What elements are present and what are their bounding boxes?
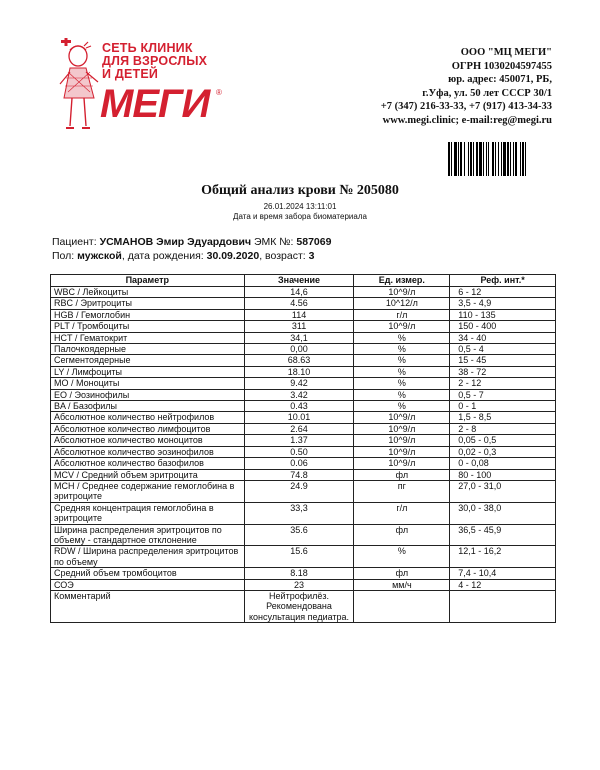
patient-line xyxy=(52,236,331,248)
cell-value: 2.64 xyxy=(244,423,354,434)
patient-demographics xyxy=(52,250,314,262)
cell-unit: % xyxy=(354,344,450,355)
cell-unit: 10^9/л xyxy=(354,446,450,457)
age-label: , возраст: xyxy=(259,250,306,262)
patient-age: 3 xyxy=(308,250,315,262)
table-row xyxy=(51,446,556,457)
emk-number: 587069 xyxy=(296,236,332,248)
header-unit: Ед. измер. xyxy=(354,275,450,287)
table-row xyxy=(51,590,556,622)
cell-value: 1.37 xyxy=(244,435,354,446)
cell-reference: 34 - 40 xyxy=(450,332,556,343)
table-row xyxy=(51,355,556,366)
cell-reference: 6 - 12 xyxy=(450,287,556,298)
cell-value: 0,00 xyxy=(244,344,354,355)
cell-unit: фл xyxy=(354,568,450,579)
cell-value: 4.56 xyxy=(244,298,354,309)
cell-reference: 0 - 0,08 xyxy=(450,458,556,469)
header-value: Значение xyxy=(244,275,354,287)
cell-parameter: Средняя концентрация гемоглобина в эритроците xyxy=(51,502,245,524)
cell-unit: 10^9/л xyxy=(354,458,450,469)
patient-name: УСМАНОВ Эмир Эдуардович xyxy=(99,236,252,248)
barcode-icon xyxy=(448,142,552,176)
cell-unit: % xyxy=(354,355,450,366)
cell-parameter: СОЭ xyxy=(51,579,245,590)
org-address-1: юр. адрес: 450071, РБ, xyxy=(448,74,552,86)
table-row xyxy=(51,378,556,389)
cell-parameter: MCV / Средний объем эритроцита xyxy=(51,469,245,480)
table-row xyxy=(51,458,556,469)
header-reference: Реф. инт.* xyxy=(450,275,556,287)
table-row xyxy=(51,579,556,590)
cell-unit: % xyxy=(354,378,450,389)
cell-parameter: PLT / Тромбоциты xyxy=(51,321,245,332)
cell-reference: 4 - 12 xyxy=(450,579,556,590)
org-address-2: г.Уфа, ул. 50 лет СССР 30/1 xyxy=(422,87,552,99)
cell-unit: % xyxy=(354,366,450,377)
cell-reference: 30,0 - 38,0 xyxy=(450,502,556,524)
cell-reference: 36,5 - 45,9 xyxy=(450,524,556,546)
patient-dob: 30.09.2020 xyxy=(206,250,260,262)
logo-tagline: СЕТЬ КЛИНИК ДЛЯ ВЗРОСЛЫХ И ДЕТЕЙ xyxy=(102,41,208,81)
cell-parameter: RDW / Ширина распределения эритроцитов по объему xyxy=(51,546,245,568)
cell-unit: 10^12/л xyxy=(354,298,450,309)
girl-mascot-icon xyxy=(56,38,104,134)
cell-reference: 0,5 - 7 xyxy=(450,389,556,400)
cell-parameter: Абсолютное количество моноцитов xyxy=(51,435,245,446)
cell-value: 34,1 xyxy=(244,332,354,343)
cell-reference: 1,5 - 8,5 xyxy=(450,412,556,423)
cell-unit: 10^9/л xyxy=(354,287,450,298)
cell-value: 0.06 xyxy=(244,458,354,469)
table-row xyxy=(51,309,556,320)
cell-unit: пг xyxy=(354,480,450,502)
cell-parameter: MCH / Среднее содержание гемоглобина в эритроците xyxy=(51,480,245,502)
table-row xyxy=(51,546,556,568)
table-row xyxy=(51,344,556,355)
table-row xyxy=(51,469,556,480)
table-row xyxy=(51,298,556,309)
cell-unit: 10^9/л xyxy=(354,435,450,446)
patient-label: Пациент: xyxy=(52,236,97,248)
document-title: Общий анализ крови № 205080 xyxy=(201,183,399,198)
cell-value: 68.63 xyxy=(244,355,354,366)
cell-value: 35.6 xyxy=(244,524,354,546)
sex-label: Пол: xyxy=(52,250,75,262)
cell-unit: мм/ч xyxy=(354,579,450,590)
table-row xyxy=(51,332,556,343)
cell-unit: 10^9/л xyxy=(354,321,450,332)
cell-reference: 150 - 400 xyxy=(450,321,556,332)
cell-reference: 7,4 - 10,4 xyxy=(450,568,556,579)
cell-value: 10.01 xyxy=(244,412,354,423)
cell-parameter: Абсолютное количество лимфоцитов xyxy=(51,423,245,434)
cell-parameter: Комментарий xyxy=(51,590,245,622)
table-row xyxy=(51,401,556,412)
cell-reference: 38 - 72 xyxy=(450,366,556,377)
org-phones: +7 (347) 216-33-33, +7 (917) 413-34-33 xyxy=(380,101,552,113)
clinic-logo xyxy=(56,36,226,136)
cell-value: 0.43 xyxy=(244,401,354,412)
org-ogrn: ОГРН 1030204597455 xyxy=(451,60,552,72)
cell-unit: 10^9/л xyxy=(354,412,450,423)
cell-value: 33,3 xyxy=(244,502,354,524)
organization-details xyxy=(322,46,552,128)
table-row xyxy=(51,366,556,377)
cell-parameter: HGB / Гемоглобин xyxy=(51,309,245,320)
cell-parameter: Абсолютное количество базофилов xyxy=(51,458,245,469)
cell-parameter: HCT / Гематокрит xyxy=(51,332,245,343)
cell-reference: 110 - 135 xyxy=(450,309,556,320)
cell-parameter: WBC / Лейкоциты xyxy=(51,287,245,298)
org-name: ООО "МЦ МЕГИ" xyxy=(460,47,552,58)
table-row xyxy=(51,480,556,502)
cell-unit: % xyxy=(354,401,450,412)
table-row xyxy=(51,389,556,400)
table-row xyxy=(51,502,556,524)
sample-datetime-caption: Дата и время забора биоматериала xyxy=(233,212,367,221)
cell-reference: 3,5 - 4,9 xyxy=(450,298,556,309)
results-table xyxy=(50,274,556,623)
cell-reference: 2 - 8 xyxy=(450,423,556,434)
cell-value: 14,6 xyxy=(244,287,354,298)
cell-parameter: LY / Лимфоциты xyxy=(51,366,245,377)
org-web: www.megi.clinic; e-mail:reg@megi.ru xyxy=(382,114,552,126)
cell-parameter: MO / Моноциты xyxy=(51,378,245,389)
cell-unit: % xyxy=(354,546,450,568)
emk-label: ЭМК №: xyxy=(253,236,294,248)
cell-value: 3.42 xyxy=(244,389,354,400)
cell-value: 24.9 xyxy=(244,480,354,502)
cell-reference: 15 - 45 xyxy=(450,355,556,366)
cell-value: 74.8 xyxy=(244,469,354,480)
cell-parameter: Абсолютное количество эозинофилов xyxy=(51,446,245,457)
cell-unit: фл xyxy=(354,469,450,480)
cell-parameter: Сегментоядерные xyxy=(51,355,245,366)
cell-unit: % xyxy=(354,389,450,400)
cell-value: 8.18 xyxy=(244,568,354,579)
cell-parameter: Средний объем тромбоцитов xyxy=(51,568,245,579)
cell-unit: % xyxy=(354,332,450,343)
cell-reference xyxy=(450,590,556,622)
cell-unit: фл xyxy=(354,524,450,546)
cell-reference: 12,1 - 16,2 xyxy=(450,546,556,568)
table-row xyxy=(51,568,556,579)
cell-reference: 27,0 - 31,0 xyxy=(450,480,556,502)
table-row xyxy=(51,423,556,434)
table-row xyxy=(51,412,556,423)
cell-value: 0.50 xyxy=(244,446,354,457)
cell-unit xyxy=(354,590,450,622)
cell-reference: 0,05 - 0,5 xyxy=(450,435,556,446)
cell-reference: 0,02 - 0,3 xyxy=(450,446,556,457)
cell-unit: г/л xyxy=(354,502,450,524)
cell-unit: г/л xyxy=(354,309,450,320)
cell-unit: 10^9/л xyxy=(354,423,450,434)
cell-reference: 80 - 100 xyxy=(450,469,556,480)
logo-registered-mark: ® xyxy=(216,88,222,97)
cell-value: 18.10 xyxy=(244,366,354,377)
cell-value: 15.6 xyxy=(244,546,354,568)
cell-parameter: Ширина распределения эритроцитов по объему - стандартное отклонение xyxy=(51,524,245,546)
patient-sex: мужской xyxy=(77,250,122,262)
cell-parameter: Палочкоядерные xyxy=(51,344,245,355)
table-row xyxy=(51,524,556,546)
cell-value: 114 xyxy=(244,309,354,320)
cell-parameter: EO / Эозинофилы xyxy=(51,389,245,400)
table-header-row xyxy=(51,275,556,287)
sample-datetime: 26.01.2024 13:11:01 xyxy=(263,202,337,211)
cell-reference: 0,5 - 4 xyxy=(450,344,556,355)
cell-value: Нейтрофилёз. Рекомендована консультация педиатра. xyxy=(244,590,354,622)
table-row xyxy=(51,287,556,298)
cell-reference: 2 - 12 xyxy=(450,378,556,389)
logo-brand: МЕГИ xyxy=(100,82,210,126)
cell-reference: 0 - 1 xyxy=(450,401,556,412)
cell-parameter: BA / Базофилы xyxy=(51,401,245,412)
header-parameter: Параметр xyxy=(51,275,245,287)
cell-value: 311 xyxy=(244,321,354,332)
table-row xyxy=(51,321,556,332)
cell-value: 23 xyxy=(244,579,354,590)
cell-parameter: RBC / Эритроциты xyxy=(51,298,245,309)
cell-value: 9.42 xyxy=(244,378,354,389)
dob-label: , дата рождения: xyxy=(121,250,204,262)
table-row xyxy=(51,435,556,446)
cell-parameter: Абсолютное количество нейтрофилов xyxy=(51,412,245,423)
